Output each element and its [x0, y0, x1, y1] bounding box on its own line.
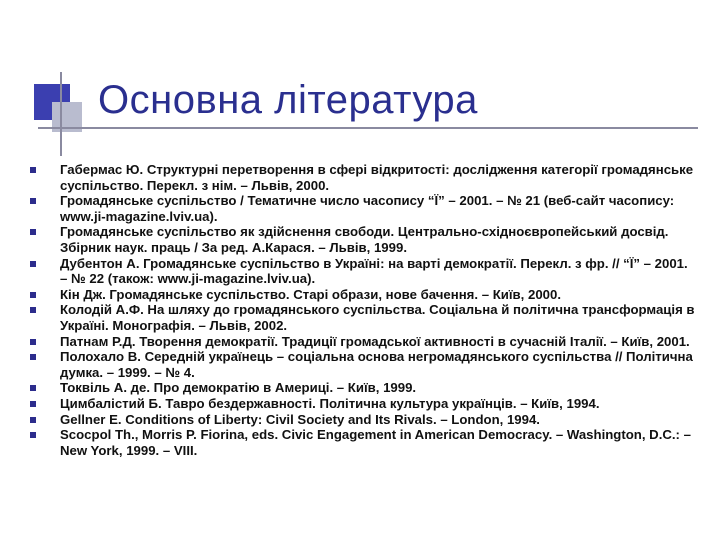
square-bullet-icon [30, 292, 36, 298]
square-bullet-icon [30, 385, 36, 391]
list-item [30, 162, 698, 193]
decor-vertical-line [60, 72, 62, 156]
square-bullet-icon [30, 417, 36, 423]
list-item [30, 287, 698, 303]
square-bullet-icon [30, 229, 36, 235]
square-bullet-icon [30, 198, 36, 204]
reference-text: Громадянське суспільство як здійснення свободи. Центрально-східноєвропейський досвід. Збірник наук. праць / За ред. А.Карася. – Львів, 1999. [60, 224, 669, 255]
reference-list [30, 162, 698, 458]
reference-text: Кін Дж. Громадянське суспільство. Старі образи, нове бачення. – Київ, 2000. [60, 286, 561, 302]
list-item [30, 427, 698, 458]
list-item [30, 302, 698, 333]
list-item [30, 349, 698, 380]
reference-text: Громадянське суспільство / Тематичне число часопису “Ї” – 2001. – № 21 (веб-сайт часопису: www.ji-magazine.lviv.ua). [60, 193, 675, 224]
reference-text: Scocpol Th., Morris P. Fiorina, eds. Civic Engagement in American Democracy. – Washington, D.C.: – New York, 1999. – VIII. [60, 427, 691, 458]
list-item [30, 256, 698, 287]
square-bullet-icon [30, 339, 36, 345]
square-bullet-icon [30, 167, 36, 173]
reference-text: Габермас Ю. Структурні перетворення в сфері відкритості: дослідження категорії громадянське суспільство. Перекл. з нім. – Львів, 2000. [60, 162, 694, 193]
square-bullet-icon [30, 261, 36, 267]
reference-text: Патнам Р.Д. Творення демократії. Традиції громадської активності в сучасній Італії. – Київ, 2001. [60, 333, 690, 349]
list-item [30, 380, 698, 396]
title-underline [38, 127, 698, 129]
reference-text: Gellner E. Conditions of Liberty: Civil Society and Its Rivals. – London, 1994. [60, 411, 540, 427]
reference-text: Токвіль А. де. Про демократію в Америці. – Київ, 1999. [60, 380, 417, 396]
square-bullet-icon [30, 432, 36, 438]
list-item [30, 193, 698, 224]
reference-text: Полохало В. Середній українець – соціальна основа негромадянського суспільства // Політична думка. – 1999. – № 4. [60, 349, 693, 380]
list-item [30, 412, 698, 428]
reference-text: Цимбалістий Б. Тавро бездержавності. Політична культура українців. – Київ, 1994. [60, 395, 600, 411]
list-item [30, 396, 698, 412]
slide-title: Основна література [98, 78, 478, 122]
list-item [30, 334, 698, 350]
reference-text: Дубентон А. Громадянське суспільство в Україні: на варті демократії. Перекл. з фр. // “Ї” – 2001. – № 22 (також: www.ji-magazine.lviv.ua). [60, 255, 688, 287]
reference-text: Колодій А.Ф. На шляху до громадянського суспільства. Соціальна й політична трансформація в Україні. Монографія. – Львів, 2002. [60, 302, 695, 333]
square-bullet-icon [30, 401, 36, 407]
square-bullet-icon [30, 307, 36, 313]
list-item [30, 224, 698, 255]
square-bullet-icon [30, 354, 36, 360]
